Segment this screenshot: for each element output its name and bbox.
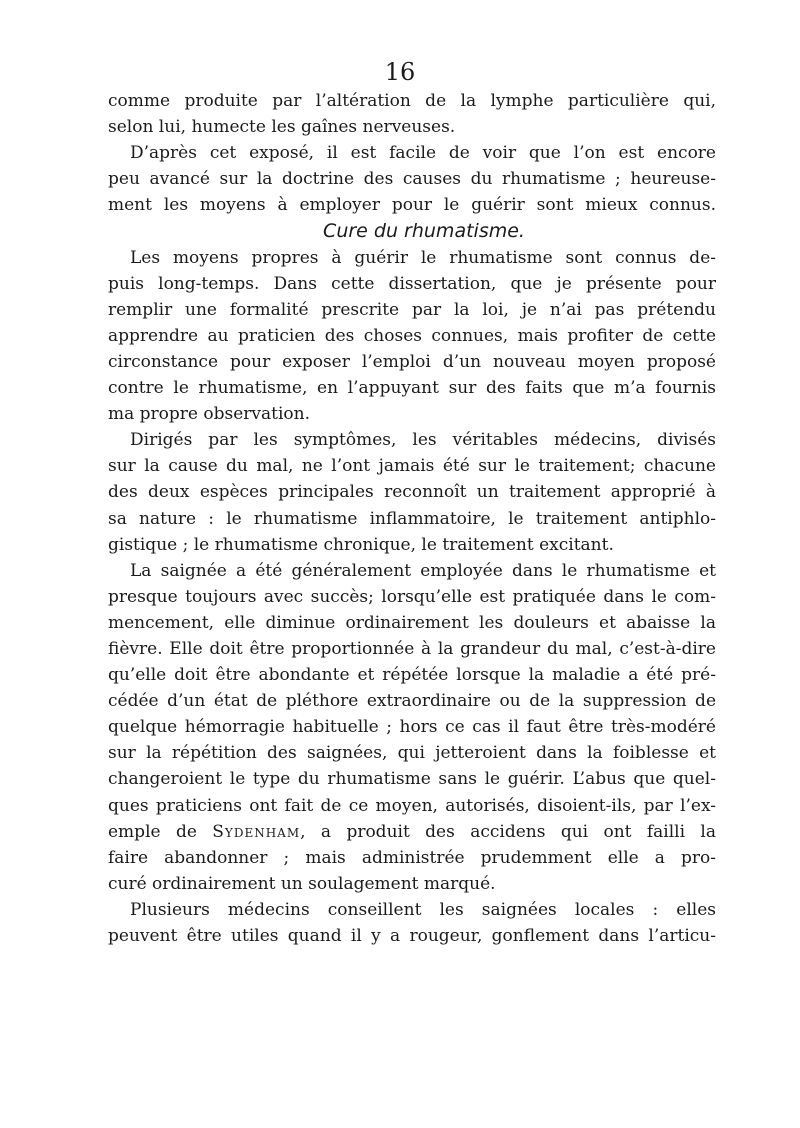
text-line: selon lui, humecte les gaînes nerveuses. xyxy=(108,117,456,138)
page-number: 16 xyxy=(384,58,416,86)
text-segment: , a produit des accidens qui ont failli la xyxy=(300,821,716,842)
text-line: fièvre. Elle doit être proportionnée à la grandeur du mal, c’est-à-dire xyxy=(108,638,716,659)
author-name: Sydenham xyxy=(212,821,301,842)
body-text xyxy=(108,88,716,949)
text-line: ques praticiens ont fait de ce moyen, autorisés, disoient-ils, par l’ex- xyxy=(108,795,716,816)
text-line: remplir une formalité prescrite par la loi, je n’ai pas prétendu xyxy=(108,299,716,320)
text-line: circonstance pour exposer l’emploi d’un nouveau moyen proposé xyxy=(108,351,716,372)
text-line: peuvent être utiles quand il y a rougeur, gonflement dans l’articu- xyxy=(108,926,716,946)
text-line: apprendre au praticien des choses connues, mais profiter de cette xyxy=(108,325,716,346)
text-line: gistique ; le rhumatisme chronique, le traitement excitant. xyxy=(108,534,614,555)
text-segment: emple de xyxy=(108,821,213,842)
text-line: sur la répétition des saignées, qui jetteroient dans la foiblesse et xyxy=(108,743,716,764)
text-line: des deux espèces principales reconnoît un traitement approprié à xyxy=(108,482,716,503)
text-line: comme produite par l’altération de la lymphe particulière qui, xyxy=(108,91,716,111)
text-line: mencement, elle diminue ordinairement les douleurs et abaisse la xyxy=(108,612,716,633)
text-line: cédée d’un état de pléthore extraordinaire ou de la suppression de xyxy=(108,691,716,712)
text-line: contre le rhumatisme, en l’appuyant sur des faits que m’a fournis xyxy=(108,378,716,399)
text-line: faire abandonner ; mais administrée prudemment elle a pro- xyxy=(108,847,716,868)
text-line: qu’elle doit être abondante et répétée lorsque la maladie a été pré- xyxy=(108,665,716,686)
text-line: presque toujours avec succès; lorsqu’elle est pratiquée dans le com- xyxy=(108,586,716,607)
text-line-with-name xyxy=(108,819,716,845)
text-line: ment les moyens à employer pour le guérir sont mieux connus. xyxy=(108,195,716,216)
text-line: sur la cause du mal, ne l’ont jamais été sur le traitement; chacune xyxy=(108,456,716,477)
section-heading: Cure du rhumatisme. xyxy=(323,220,525,243)
paragraph-start: Les moyens propres à guérir le rhumatisme sont connus de- xyxy=(130,247,716,268)
paragraph-start: D’après cet exposé, il est facile de voir que l’on est encore xyxy=(130,143,716,164)
text-line: curé ordinairement un soulagement marqué. xyxy=(108,873,496,894)
text-line: sa nature : le rhumatisme inflammatoire, le traitement antiphlo- xyxy=(108,508,716,529)
paragraph-start: La saignée a été généralement employée dans le rhumatisme et xyxy=(130,560,716,581)
text-line: quelque hémorragie habituelle ; hors ce cas il faut être très-modéré xyxy=(108,717,716,738)
text-line: ma propre observation. xyxy=(108,404,310,425)
text-line: peu avancé sur la doctrine des causes du rhumatisme ; heureuse- xyxy=(108,169,716,190)
paragraph-start: Plusieurs médecins conseillent les saignées locales : elles xyxy=(130,899,716,920)
text-line: changeroient le type du rhumatisme sans le guérir. L’abus que quel- xyxy=(108,769,716,790)
text-line: puis long-temps. Dans cette dissertation, que je présente pour xyxy=(108,273,716,294)
paragraph-start: Dirigés par les symptômes, les véritables médecins, divisés xyxy=(130,430,716,451)
